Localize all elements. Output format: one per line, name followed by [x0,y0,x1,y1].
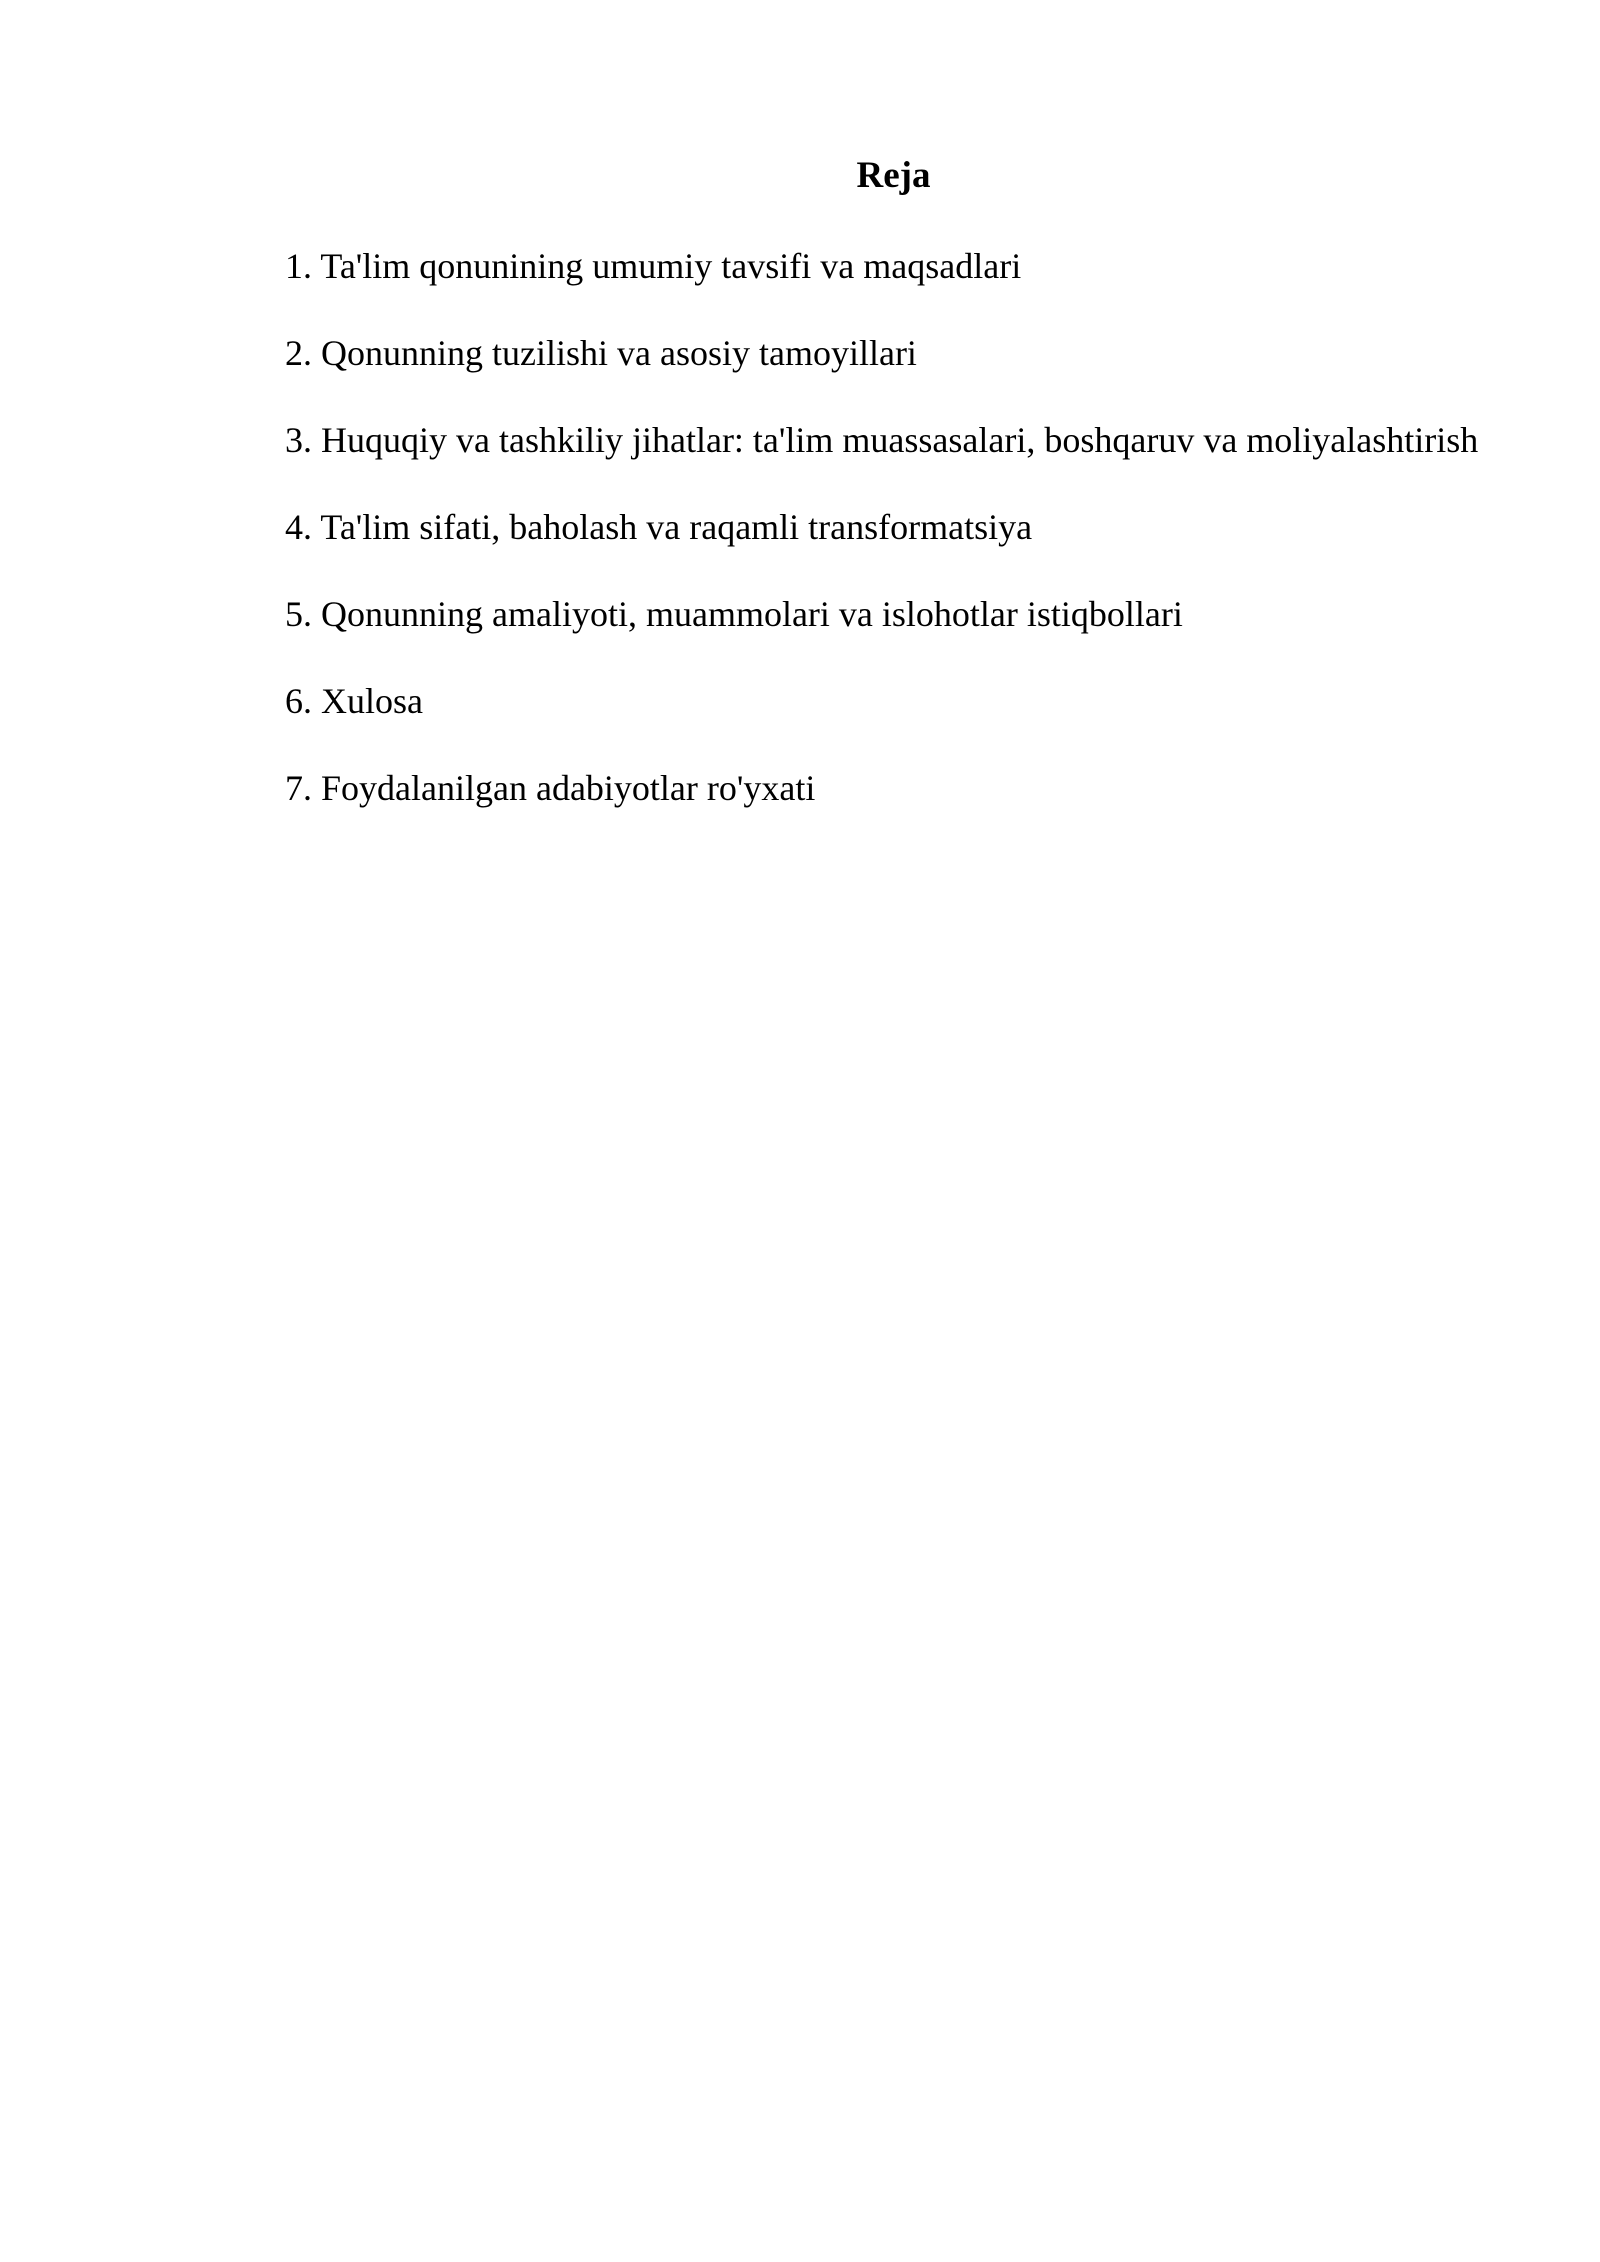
page-content [231,148,1496,843]
page-title: Reja [856,155,931,196]
plan-item-3: 3. Huquqiy va tashkiliy jihatlar: ta'lim muassasalari, boshqaruv va moliyalashtirish [285,420,1479,460]
plan-item-2: 2. Qonunning tuzilishi va asosiy tamoyillari [285,333,917,373]
plan-item-4: 4. Ta'lim sifati, baholash va raqamli transformatsiya [285,507,1033,547]
plan-item-1: 1. Ta'lim qonunining umumiy tavsifi va maqsadlari [285,246,1022,286]
plan-item-7: 7. Foydalanilgan adabiyotlar ro'yxati [285,768,816,808]
plan-list [231,234,1496,821]
plan-item-6: 6. Xulosa [285,681,423,721]
plan-item-5: 5. Qonunning amaliyoti, muammolari va islohotlar istiqbollari [285,594,1183,634]
